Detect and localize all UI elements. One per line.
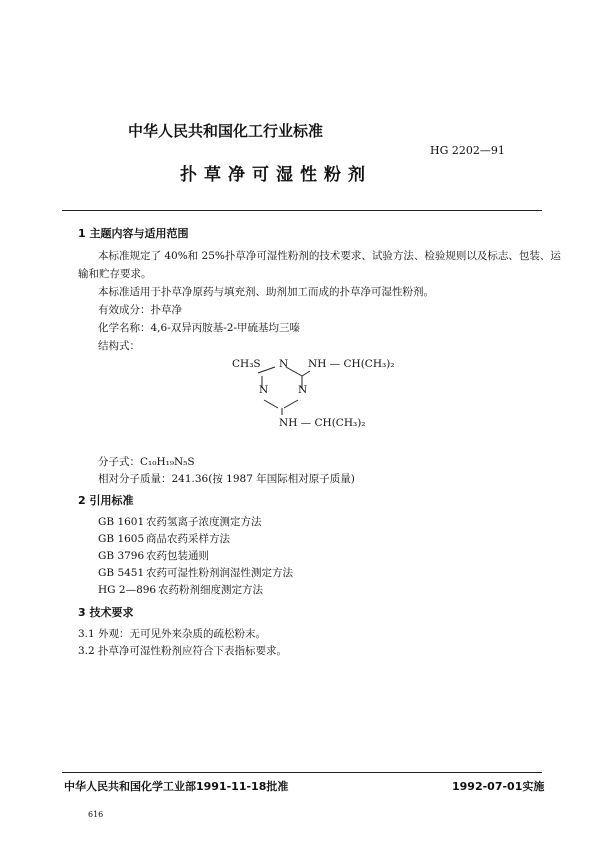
ring-nitrogen: N: [279, 358, 289, 370]
molecular-mass: 相对分子质量：241.36(按 1987 年国际相对原子质量): [98, 473, 355, 485]
page-number: 616: [88, 810, 104, 819]
ref-title: 农药氢离子浓度测定方法: [146, 516, 262, 528]
molecular-formula: [98, 454, 195, 469]
implementation-date: 1992-07-01实施: [452, 780, 545, 793]
issuing-organization: 中华人民共和国化工行业标准: [128, 122, 324, 140]
section-1-heading: 1 主题内容与适用范围: [78, 227, 189, 240]
triazine-ring: [220, 340, 420, 450]
footer-rule: [62, 772, 542, 773]
active-ingredient: 有效成分：扑草净: [98, 304, 182, 316]
ref-title: 商品农药采样方法: [146, 533, 230, 545]
formula-value: C₁₀H₁₉N₅S: [140, 456, 195, 468]
reference-item: [98, 514, 262, 529]
requirement-item: 3.2 扑草净可湿性粉剂应符合下表指标要求。: [78, 645, 288, 657]
ref-code: GB 1605: [98, 533, 145, 545]
ref-title: 农药粉剂细度测定方法: [158, 584, 263, 596]
chemical-name: 化学名称：4,6-双异丙胺基-2-甲硫基均三嗪: [98, 322, 301, 334]
header-rule: [62, 210, 542, 211]
paragraph: 输和贮存要求。: [78, 268, 152, 280]
reference-item: [98, 582, 263, 597]
formula-label: 分子式：: [98, 456, 140, 468]
paragraph: 本标准适用于扑草净原药与填充剂、助剂加工而成的扑草净可湿性粉剂。: [98, 286, 434, 298]
requirement-item: 3.1 外观：无可见外来杂质的疏松粉末。: [78, 628, 267, 640]
ring-nitrogen: N: [298, 384, 308, 396]
isopropylamino-group: NH — CH(CH₃)₂: [308, 358, 395, 370]
isopropylamino-group: NH — CH(CH₃)₂: [279, 417, 366, 429]
reference-item: [98, 548, 209, 563]
standard-code: HG 2202—91: [430, 144, 505, 157]
ref-code: GB 5451: [98, 567, 145, 579]
ref-title: 农药可湿性粉剂润湿性测定方法: [146, 567, 293, 579]
structure-label: 结构式：: [98, 340, 140, 352]
ref-title: 农药包装通则: [146, 550, 209, 562]
document-title: 扑草净可湿性粉剂: [180, 165, 372, 185]
ring-nitrogen: N: [259, 384, 269, 396]
ref-code: GB 3796: [98, 550, 145, 562]
reference-item: [98, 565, 293, 580]
ref-code: HG 2—896: [98, 584, 157, 596]
section-3-heading: 3 技术要求: [78, 606, 134, 619]
reference-item: [98, 531, 230, 546]
ch3s-group: CH₃S: [232, 358, 261, 370]
paragraph: 本标准规定了 40%和 25%扑草净可湿性粉剂的技术要求、试验方法、检验规则以及标志、包装、运: [98, 250, 561, 262]
section-2-heading: 2 引用标准: [78, 494, 134, 507]
approval-date: 中华人民共和国化学工业部1991-11-18批准: [64, 780, 289, 793]
ref-code: GB 1601: [98, 516, 145, 528]
